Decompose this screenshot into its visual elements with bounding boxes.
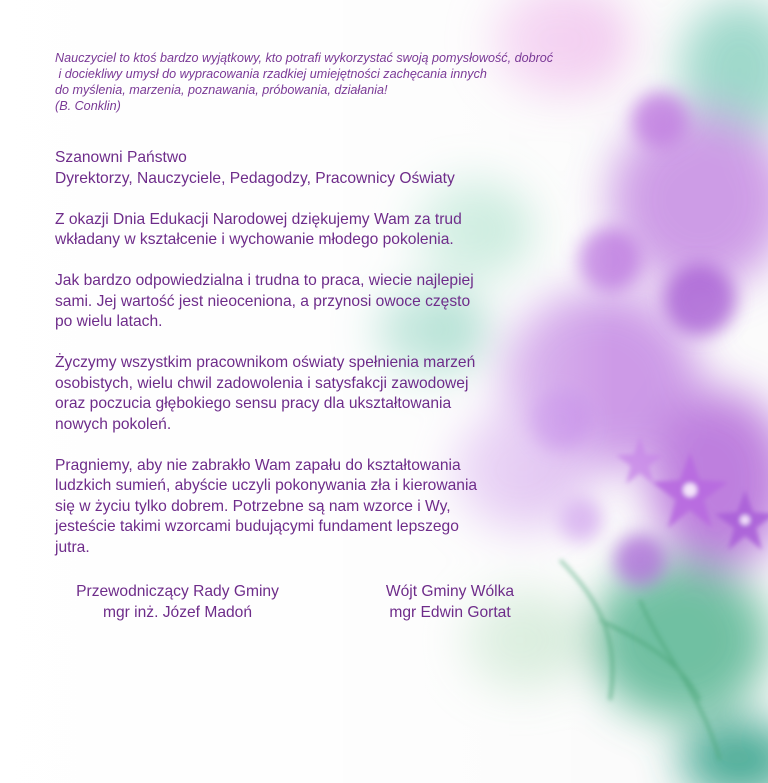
paragraph-line: Życzymy wszystkim pracownikom oświaty spełnienia marzeń <box>55 354 476 371</box>
paragraph <box>55 210 575 251</box>
paragraph-line: się w życiu tylko dobrem. Potrzebne są nam wzorce i Wy, <box>55 497 451 515</box>
paragraph-line: osobistych, wielu chwil zadowolenia i satysfakcji zawodowej <box>55 374 469 392</box>
signature-title: Wójt Gminy Wólka <box>385 583 515 600</box>
quote-line: i dociekliwy umysł do wypracowania rzadkiej umiejętności zachęcania innych <box>55 67 487 81</box>
paragraph-line: oraz poczucia głębokiego sensu pracy dla ukształtowania <box>55 395 452 412</box>
paragraph-line: wkładany w kształcenie i wychowanie młodego pokolenia. <box>55 231 454 248</box>
paragraph-line: sami. Jej wartość jest nieoceniona, a przynosi owoce często <box>55 292 471 310</box>
paragraph-line: Z okazji Dnia Edukacji Narodowej dziękujemy Wam za trud <box>55 210 462 228</box>
greeting-line: Dyrektorzy, Nauczyciele, Pedagodzy, Pracownicy Oświaty <box>55 169 455 187</box>
signature-name: mgr inż. Józef Madoń <box>102 603 253 621</box>
paragraph-line: jesteście takimi wzorcami budującymi fundament lepszego <box>55 518 459 535</box>
letter-body <box>55 148 575 579</box>
quote-line: do myślenia, marzenia, poznawania, próbowania, działania! <box>55 83 388 97</box>
paragraph-line: Jak bardzo odpowiedzialna i trudna to praca, wiecie najlepiej <box>55 272 474 289</box>
paragraph-line: ludzkich sumień, abyście uczyli pokonywania zła i kierowania <box>55 477 478 494</box>
signature-title: Przewodniczący Rady Gminy <box>76 583 279 600</box>
paragraph <box>55 456 575 559</box>
greeting <box>55 148 575 189</box>
paragraph <box>55 353 575 435</box>
paragraph-line: Pragniemy, aby nie zabrakło Wam zapału do kształtowania <box>55 456 461 474</box>
signature-left <box>55 582 300 623</box>
quote-line: Nauczyciel to ktoś bardzo wyjątkowy, kto potrafi wykorzystać swoją pomysłowość, dobroć <box>55 51 554 65</box>
greeting-line: Szanowni Państwo <box>55 149 187 166</box>
paragraph-line: po wielu latach. <box>55 313 163 330</box>
paragraph-line: jutra. <box>55 538 90 556</box>
paragraph-line: nowych pokoleń. <box>55 415 172 433</box>
signature-name: mgr Edwin Gortat <box>389 603 511 621</box>
quote-author: (B. Conklin) <box>55 99 121 113</box>
signature-right <box>365 582 535 623</box>
paragraph <box>55 271 575 333</box>
quote-block <box>55 50 645 114</box>
